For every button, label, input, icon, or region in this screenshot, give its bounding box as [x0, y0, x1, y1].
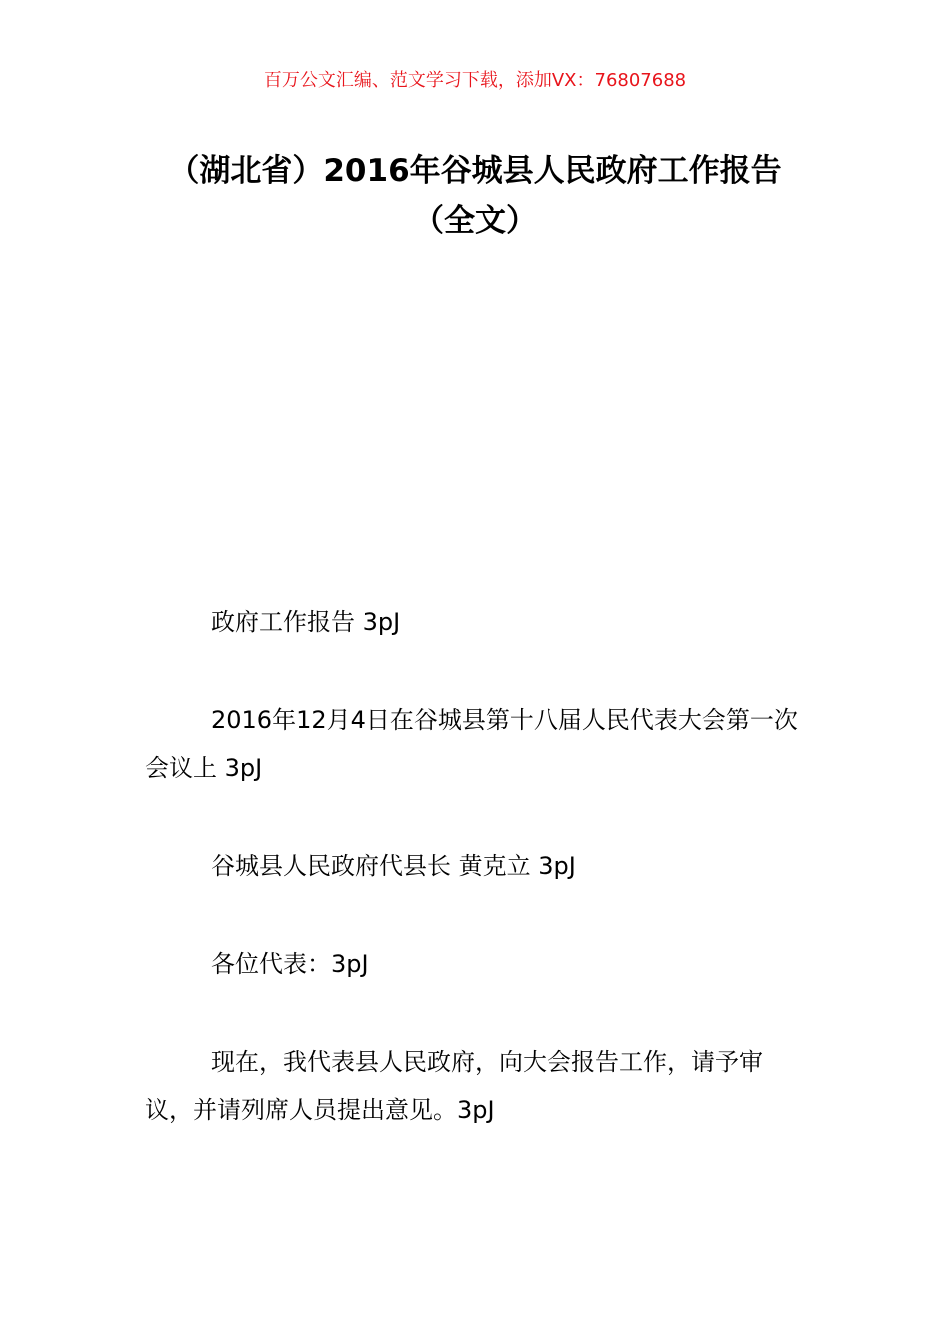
header-contact-note: 百万公文汇编、范文学习下载，添加VX：76807688 — [263, 70, 687, 91]
paragraph-report-heading: 政府工作报告 3pJ — [211, 608, 401, 636]
paragraph-speaker: 谷城县人民政府代县长 黄克立 3pJ — [211, 852, 576, 880]
paragraph-meeting-date: 2016年12月4日在谷城县第十八届人民代表大会第一次会议上 3pJ — [145, 706, 798, 782]
paragraph-opening: 现在，我代表县人民政府，向大会报告工作，请予审议，并请列席人员提出意见。3pJ — [145, 1048, 763, 1124]
paragraph-salutation: 各位代表：3pJ — [211, 950, 369, 978]
document-body — [145, 598, 807, 1184]
document-title: （湖北省）2016年谷城县人民政府工作报告（全文） — [168, 153, 782, 239]
